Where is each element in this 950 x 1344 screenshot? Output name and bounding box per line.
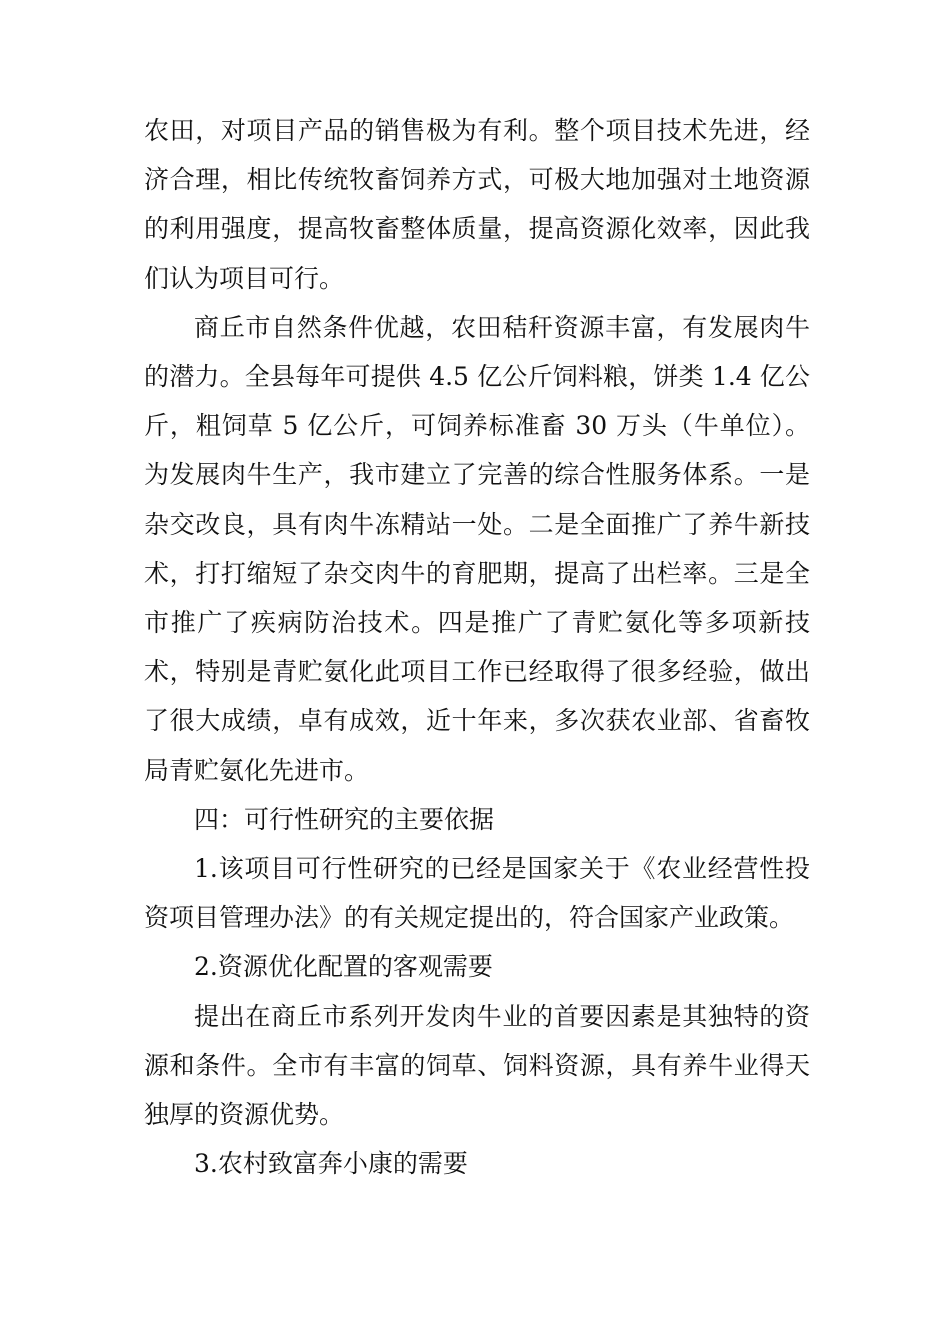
item-3-heading: 3.农村致富奔小康的需要 [194,1149,468,1179]
paragraph-continuation: 农田，对项目产品的销售极为有利。整个项目技术先进，经济合理，相比传统牧畜饲养方式，可极大地加强对土地资源的利用强度，提高牧畜整体质量，提高资源化效率，因此我们认为项目可行。 [144,116,810,293]
document-page [144,106,810,1188]
paragraph-natural-conditions: 商丘市自然条件优越，农田秸秆资源丰富，有发展肉牛的潜力。全县每年可提供 4.5 亿公斤饲料粮，饼类 1.4 亿公斤，粗饲草 5 亿公斤，可饲养标准畜 30 万头（牛单位）。为发展肉牛生产，我市建立了完善的综合性服务体系。一是杂交改良，具有肉牛冻精站一处。二是全面推广了养牛新技术，打打缩短了杂交肉牛的育肥期，提高了出栏率。三是全市推广了疾病防治技术。四是推广了青贮氨化等多项新技术，特别是青贮氨化此项目工作已经取得了很多经验，做出了很大成绩，卓有成效，近十年来，多次获农业部、省畜牧局青贮氨化先进市。 [144,312,810,785]
paragraph-item-1: 1.该项目可行性研究的已经是国家关于《农业经营性投资项目管理办法》的有关规定提出的，符合国家产业政策。 [144,854,810,933]
section-heading: 四：可行性研究的主要依据 [194,804,495,834]
paragraph-item-2-body: 提出在商丘市系列开发肉牛业的首要因素是其独特的资源和条件。全市有丰富的饲草、饲料资源，具有养牛业得天独厚的资源优势。 [144,1001,810,1130]
item-2-heading: 2.资源优化配置的客观需要 [194,952,493,982]
